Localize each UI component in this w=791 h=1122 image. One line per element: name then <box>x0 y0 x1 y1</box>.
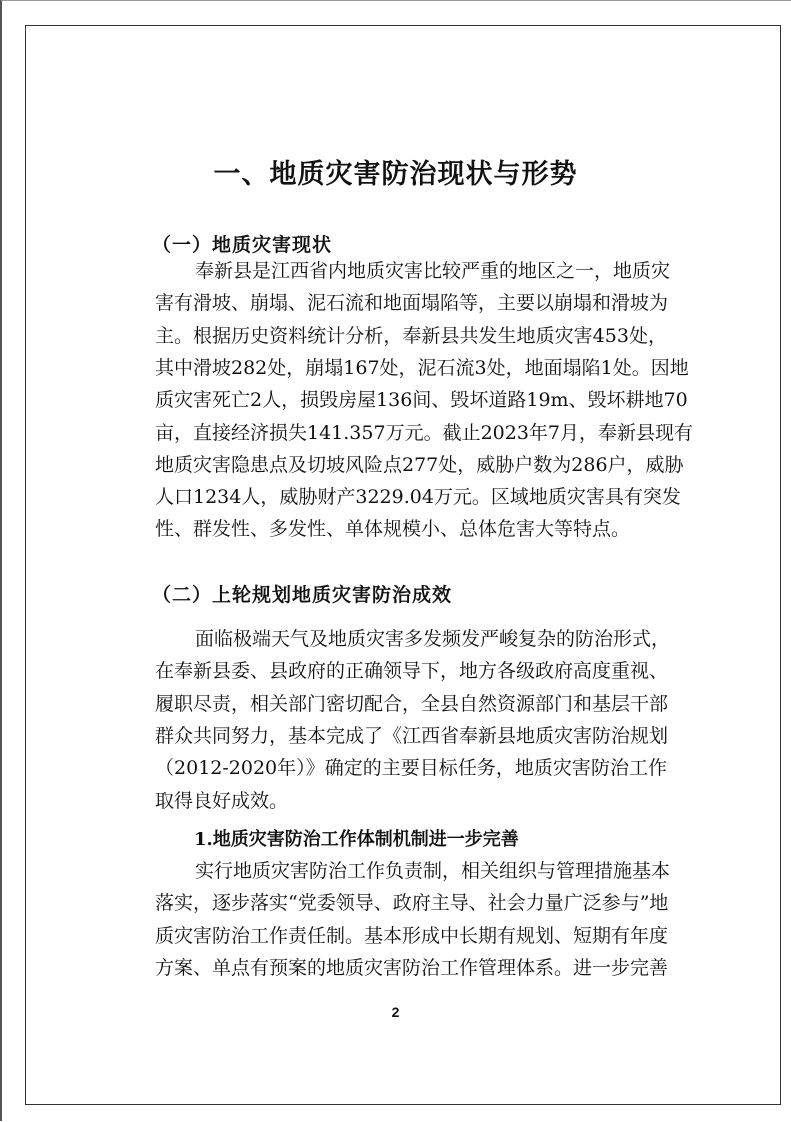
text-line: 履职尽责，相关部门密切配合，全县自然资源部门和基层干部 <box>155 692 669 715</box>
text-line: 落实，逐步落实“党委领导、政府主导、社会力量广泛参与”地 <box>155 892 669 915</box>
section-heading-status: （一）地质灾害现状 <box>152 234 333 256</box>
text-line: 方案、单点有预案的地质灾害防治工作管理体系。进一步完善 <box>155 956 669 979</box>
text-line: 人口1234人，威胁财产3229.04万元。区域地质灾害具有突发 <box>155 486 681 509</box>
text-line: 实行地质灾害防治工作负责制，相关组织与管理措施基本 <box>195 860 671 882</box>
text-line: 群众共同努力，基本完成了《江西省奉新县地质灾害防治规划 <box>155 724 669 747</box>
text-line: 地质灾害隐患点及切坡风险点277处，威胁户数为286户，威胁 <box>155 453 684 476</box>
section-heading-achievements: （二）上轮规划地质灾害防治成效 <box>152 584 453 606</box>
subsection-heading: 1.地质灾害防治工作体制机制进一步完善 <box>194 829 519 850</box>
page-number: 2 <box>391 1004 400 1020</box>
text-line: （2012-2020年）》确定的主要目标任务，地质灾害防治工作 <box>155 757 667 780</box>
chapter-title: 一、地质灾害防治现状与形势 <box>213 159 578 190</box>
text-line: 亩，直接经济损失141.357万元。截止2023年7月，奉新县现有 <box>155 421 694 444</box>
text-line: 面临极端天气及地质灾害多发频发严峻复杂的防治形式， <box>195 628 671 650</box>
text-line: 主。根据历史资料统计分析，奉新县共发生地质灾害453处， <box>155 324 667 347</box>
text-line: 取得良好成效。 <box>155 789 289 812</box>
text-line: 其中滑坡282处，崩塌167处，泥石流3处，地面塌陷1处。因地 <box>155 356 689 379</box>
text-line: 性、群发性、多发性、单体规模小、总体危害大等特点。 <box>155 518 631 541</box>
text-line: 质灾害死亡2人，损毁房屋136间、毁坏道路19m、毁坏耕地70 <box>155 389 688 412</box>
text-line: 质灾害防治工作责任制。基本形成中长期有规划、短期有年度 <box>155 924 669 947</box>
text-line: 奉新县是江西省内地质灾害比较严重的地区之一，地质灾 <box>195 260 671 282</box>
text-line: 害有滑坡、崩塌、泥石流和地面塌陷等，主要以崩塌和滑坡为 <box>155 292 669 315</box>
text-line: 在奉新县委、县政府的正确领导下，地方各级政府高度重视、 <box>155 660 669 683</box>
